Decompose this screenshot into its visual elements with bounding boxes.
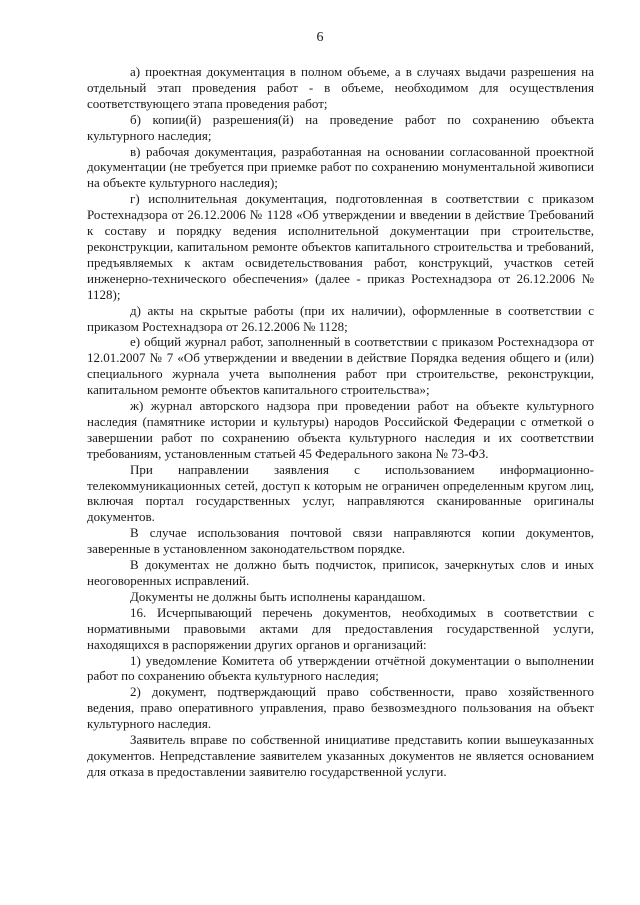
- paragraph-section-16: 16. Исчерпывающий перечень документов, необходимых в соответствии с нормативными правовыми актами для предоставления государственной услуги, находящихся в распоряжении других органов и организаций:: [87, 604, 594, 652]
- paragraph-item-b: б) копии(й) разрешения(й) на проведение работ по сохранению объекта культурного наследия;: [87, 111, 594, 143]
- paragraph-no-corrections: В документах не должно быть подчисток, приписок, зачеркнутых слов и иных неоговоренных исправлений.: [87, 557, 594, 588]
- paragraph-item-zh: ж) журнал авторского надзора при проведении работ на объекте культурного наследия (памятнике истории и культуры) народов Российской Федерации с отметкой о завершении работ по сохранению объекта культурного наследия и их соответствии требованиям, установленным статьей 45 Федерального закона № 73-ФЗ.: [87, 398, 594, 461]
- paragraph-item-d: д) акты на скрытые работы (при их наличии), оформленные в соответствии с приказом Ростехнадзора от 26.12.2006 № 1128;: [87, 302, 594, 334]
- paragraph-item-a: а) проектная документация в полном объеме, а в случаях выдачи разрешения на отдельный этап проведения работ - в объеме, необходимом для осуществления соответствующего этапа проведения работ;: [87, 64, 594, 111]
- paragraph-item-v: в) рабочая документация, разработанная на основании согласованной проектной документации (не требуется при приемке работ по сохранению монументальной живописи на объекте культурного наследия);: [87, 143, 594, 191]
- paragraph-applicant-right: Заявитель вправе по собственной инициативе представить копии вышеуказанных документов. Непредставление заявителем указанных документов не является основанием для отказа в предоставлении заявителю государственной услуги.: [87, 732, 594, 779]
- page-number: 6: [316, 30, 324, 45]
- document-body: [87, 64, 594, 780]
- paragraph-item-g: г) исполнительная документация, подготовленная в соответствии с приказом Ростехнадзора от 26.12.2006 № 1128 «Об утверждении и введении в действие Требований к составу и порядку ведения исполнительной документации при строительстве, реконструкции, капитальном ремонте объектов капитального строительства и требований, предъявляемых к актам освидетельствования работ, конструкций, участков сетей инженерно-технического обеспечения» (далее - приказ Ростехнадзора от 26.12.2006 № 1128);: [87, 191, 594, 302]
- paragraph-item-e: е) общий журнал работ, заполненный в соответствии с приказом Ростехнадзора от 12.01.2007 № 7 «Об утверждении и введении в действие Порядка ведения общего и (или) специального журнала учета выполнения работ при строительстве, реконструкции, капитальном ремонте объектов капитального строительства»;: [87, 334, 594, 398]
- paragraph-item-1: 1) уведомление Комитета об утверждении отчётной документации о выполнении работ по сохранению объекта культурного наследия;: [87, 652, 594, 684]
- paragraph-no-pencil: Документы не должны быть исполнены карандашом.: [130, 588, 426, 604]
- paragraph-electronic-submission: При направлении заявления с использованием информационно-телекоммуникационных сетей, доступ к которым не ограничен определенным кругом лиц, включая портал государственных услуг, направляются сканированные оригиналы документов.: [87, 461, 594, 525]
- paragraph-postal-copies: В случае использования почтовой связи направляются копии документов, заверенные в установленном законодательством порядке.: [87, 525, 594, 557]
- paragraph-item-2: 2) документ, подтверждающий право собственности, право хозяйственного ведения, право оперативного управления, право безвозмездного пользования на объект культурного наследия.: [87, 684, 594, 732]
